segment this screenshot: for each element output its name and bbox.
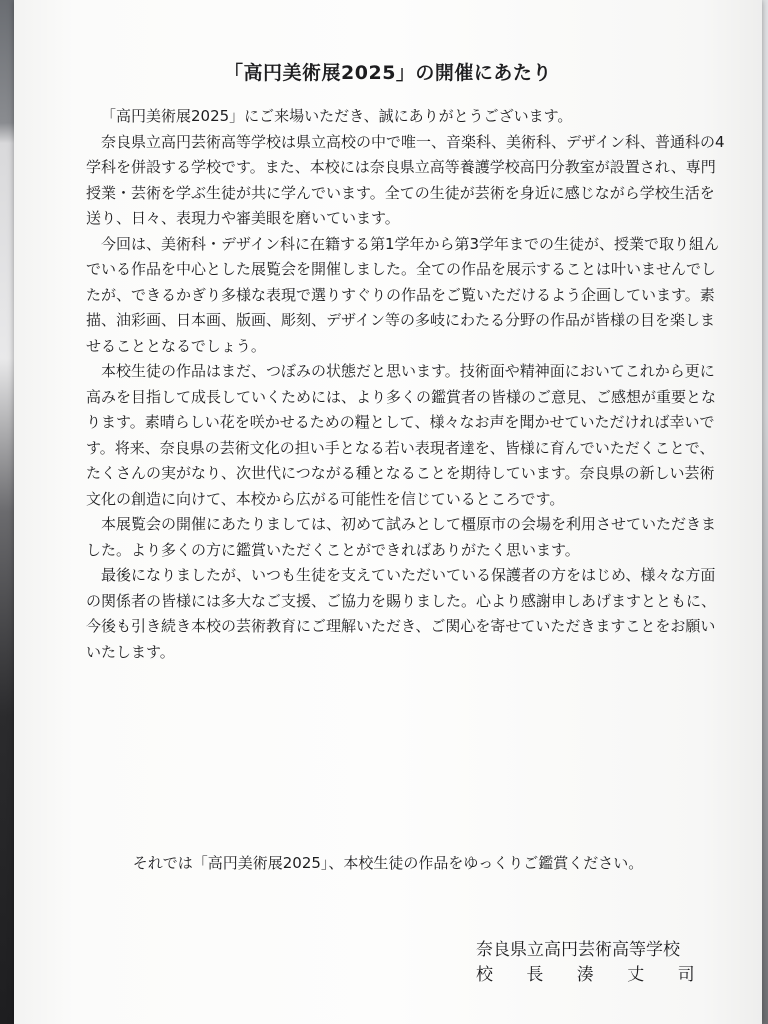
notice-board: [14, 0, 762, 1024]
signature-principal: 校 長 湊 丈 司: [476, 965, 709, 985]
paragraph-exhibition: 今回は、美術科・デザイン科に在籍する第1学年から第3学年までの生徒が、授業で取り組んでいる作品を中心とした展覧会を開催しました。全ての作品を展示することは叶いませんでしたが、できるかぎり多様な表現で選りすぐりの作品をご覧いただけるよう企画しています。素描、油彩画、日本画、版画、彫刻、デザイン等の多岐にわたる分野の作品が皆様の目を楽しませることとなるでしょう。: [86, 234, 720, 355]
signature: [476, 938, 736, 988]
notice-body: [86, 104, 726, 665]
paragraph-greeting: 「高円美術展2025」にご来場いただき、誠にありがとうございます。: [101, 107, 573, 125]
notice-title: 「高円美術展2025」の開催にあたり: [224, 62, 552, 84]
signature-school: 奈良県立高円芸術高等学校: [476, 940, 680, 960]
paragraph-school-intro: 奈良県立高円芸術高等学校は県立高校の中で唯一、音楽科、美術科、デザイン科、普通科の4学科を併設する学校です。また、本校には奈良県立高等養護学校高円分教室が設置され、専門授業・芸術を学ぶ生徒が共に学んでいます。全ての生徒が芸術を身近に感じながら学校生活を送り、日々、表現力や審美眼を磨いています。: [86, 132, 725, 227]
closing-line: それでは「高円美術展2025」、本校生徒の作品をゆっくりご鑑賞ください。: [132, 854, 644, 872]
paragraph-students: 本校生徒の作品はまだ、つぼみの状態だと思います。技術面や精神面においてこれから更に高みを目指して成長していくためには、より多くの鑑賞者の皆様のご意見、ご感想が重要となります。素晴らしい花を咲かせるための糧として、様々なお声を聞かせていただければ幸いです。将来、奈良県の芸術文化の担い手となる若い表現者達を、皆様に育んでいただくことで、たくさんの実がなり、次世代につながる種となることを期待しています。奈良県の新しい芸術文化の創造に向けて、本校から広がる可能性を信じているところです。: [86, 362, 717, 508]
paragraph-thanks: 最後になりましたが、いつも生徒を支えていただいている保護者の方をはじめ、様々な方面の関係者の皆様には多大なご支援、ご協力を賜りました。心より感謝申しあげますとともに、今後も引き続き本校の芸術教育にご理解いただき、ご関心を寄せていただきますことをお願いいたします。: [86, 566, 717, 661]
paragraph-venue: 本展覧会の開催にあたりましては、初めて試みとして橿原市の会場を利用させていただきました。より多くの方に鑑賞いただくことができればありがたく思います。: [86, 515, 717, 559]
